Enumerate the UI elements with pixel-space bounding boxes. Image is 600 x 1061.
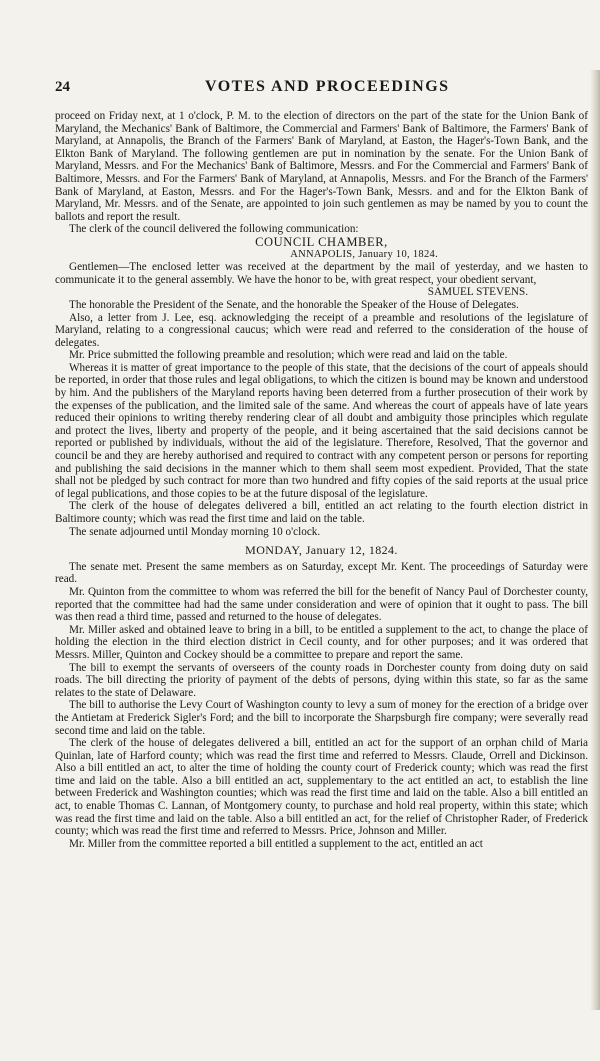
paragraph-quinton-report: Mr. Quinton from the committee to whom was referred the bill for the benefit of Nancy Paul of Dorchester county, reported that the committee had had the same under consideration and were of opinion that it ought to pass. The bill was then read a third time, passed and returned to the house of delegates. <box>55 585 588 624</box>
paragraph-fourth-district-bill: The clerk of the house of delegates delivered a bill, entitled an act relating to the fourth election district in Baltimore county; which was read the first time and laid on the table. <box>55 500 588 525</box>
page-header <box>55 78 588 104</box>
paragraph-levy-court: The bill to authorise the Levy Court of Washington county to levy a sum of money for the erection of a bridge over the Antietam at Frederick Sigler's Ford; and the bill to incorporate the Sharpsburgh fire company; were severally read second time and laid on the table. <box>55 699 588 737</box>
paragraph-addressees: The honorable the President of the Senate, and the honorable the Speaker of the House of Delegates. <box>69 298 519 311</box>
day-heading: MONDAY, January 12, 1824. <box>245 543 398 558</box>
paragraph-whereas-resolution: Whereas it is matter of great importance to the people of this state, that the decisions of the court of appeals should be reported, in order that those rules and legal obligations, to which the citizen is bound may be known and understood by him. And the publishers of the Maryland reports having been deterred from a further prosecution of their work by the expenses of the publication, and the limited sale of the same. And whereas the court of appeals have of late years reduced their opinions to writing thereby rendering clear of all doubt and ambiguity those principles which regulate and protect the lives, liberty and property of the people, and it being ascertained that the said decisions cannot be reported or published by individuals, without the aid of the legislature. Therefore, Resolved, That the governor and council be and they are hereby authorised and required to contract with any competent person or persons for reporting and publishing the said decisions in the manner which to them shall seem most expedient. Provided, That the state shall not be pledged by such contract for more than two hundred and fifty copies of the said reports at the usual price of legal publications, and those copies to be at the future disposal of the legislature. <box>55 361 588 500</box>
paragraph-exempt-servants: The bill to exempt the servants of overseers of the county roads in Dorchester county from doing duty on said roads. The bill directing the priority of payment of the debts of persons, dying within this state, so far as the same relates to the state of Delaware. <box>55 661 588 699</box>
page-edge-shadow <box>590 70 600 1010</box>
document-body <box>55 110 588 850</box>
letter-signature: SAMUEL STEVENS. <box>427 286 528 299</box>
paragraph-clerk-communication: The clerk of the council delivered the following communication: <box>69 223 359 236</box>
paragraph-price-preamble: Mr. Price submitted the following preamble and resolution; which were read and laid on the table. <box>69 349 508 362</box>
council-dateline: ANNAPOLIS, January 10, 1824. <box>290 248 438 260</box>
running-head: VOTES AND PROCEEDINGS <box>205 78 450 95</box>
paragraph-senate-adjourned: The senate adjourned until Monday morning 10 o'clock. <box>69 525 321 538</box>
paragraph-lee-letter: Also, a letter from J. Lee, esq. acknowledging the receipt of a preamble and resolutions of the legislature of Maryland, relating to a congressional caucus; which were read and referred to the consideration of the house of delegates. <box>55 311 588 349</box>
paragraph-senate-met: The senate met. Present the same members as on Saturday, except Mr. Kent. The proceedings of Saturday were read. <box>55 560 588 586</box>
paragraph-clerk-bills: The clerk of the house of delegates delivered a bill, entitled an act for the support of an orphan child of Maria Quinlan, late of Harford county; which was read the first time and referred to Messrs. Claude, Orrell and Dickinson. Also a bill entitled an act, to alter the time of holding the county court of Frederick county; which was read the first time and laid on the table. Also a bill entitled an act, supplementary to the act entitled an act, to establish the line between Frederick and Washington counties; which was read the first time and laid on the table. Also a bill entitled an act, to enable Thomas C. Lannan, of Montgomery county, to purchase and hold real property, within this state; which was read the first time and laid on the table. Also a bill entitled an act, for the relief of Christopher Rader, of Frederick county; which was read the first time and referred to Messrs. Price, Johnson and Miller. <box>55 737 588 838</box>
paragraph-election-directors: proceed on Friday next, at 1 o'clock, P. M. to the election of directors on the part of the state for the Union Bank of Maryland, the Mechanics' Bank of Baltimore, the Commercial and Farmers' Bank of Baltimore, the Farmers' Bank of Maryland, at Annapolis, the Branch of the Farmers' Bank of Maryland, at Easton, the Hager's-Town Bank, and the Elkton Bank of Maryland. The following gentlemen are put in nomination by the senate. For the Union Bank of Maryland, Messrs. and For the Mechanics' Bank of Baltimore, Messrs. and For the Commercial and Farmers' Bank of Baltimore, Messrs. and For the Farmers' Bank of Maryland, at Annapolis, Messrs. and For the Branch of the Farmers' Bank of Maryland, at Easton, Messrs. and For the Hager's-Town Bank, Messrs. and and for the Elkton Bank of Maryland, Mr. Messrs. and of the Senate, are appointed to join such gentlemen as may be named by you to count the ballots and report the result. <box>55 110 588 223</box>
paragraph-miller-report: Mr. Miller from the committee reported a bill entitled a supplement to the act, entitled an act <box>69 837 483 850</box>
page-number: 24 <box>55 79 70 95</box>
council-chamber-heading: COUNCIL CHAMBER, <box>255 234 388 249</box>
paragraph-miller-leave: Mr. Miller asked and obtained leave to bring in a bill, to be entitled a supplement to the act, to change the place of holding the election in the third election district in Cecil county, and for other purposes; and it was ordered that Messrs. Miller, Quinton and Cockey should be a committee to prepare and report the same. <box>55 623 588 661</box>
letter-body: Gentlemen—The enclosed letter was received at the department by the mail of yesterday, and we hasten to communicate it to the general assembly. We have the honor to be, with great respect, your obedient servant, <box>55 261 588 286</box>
